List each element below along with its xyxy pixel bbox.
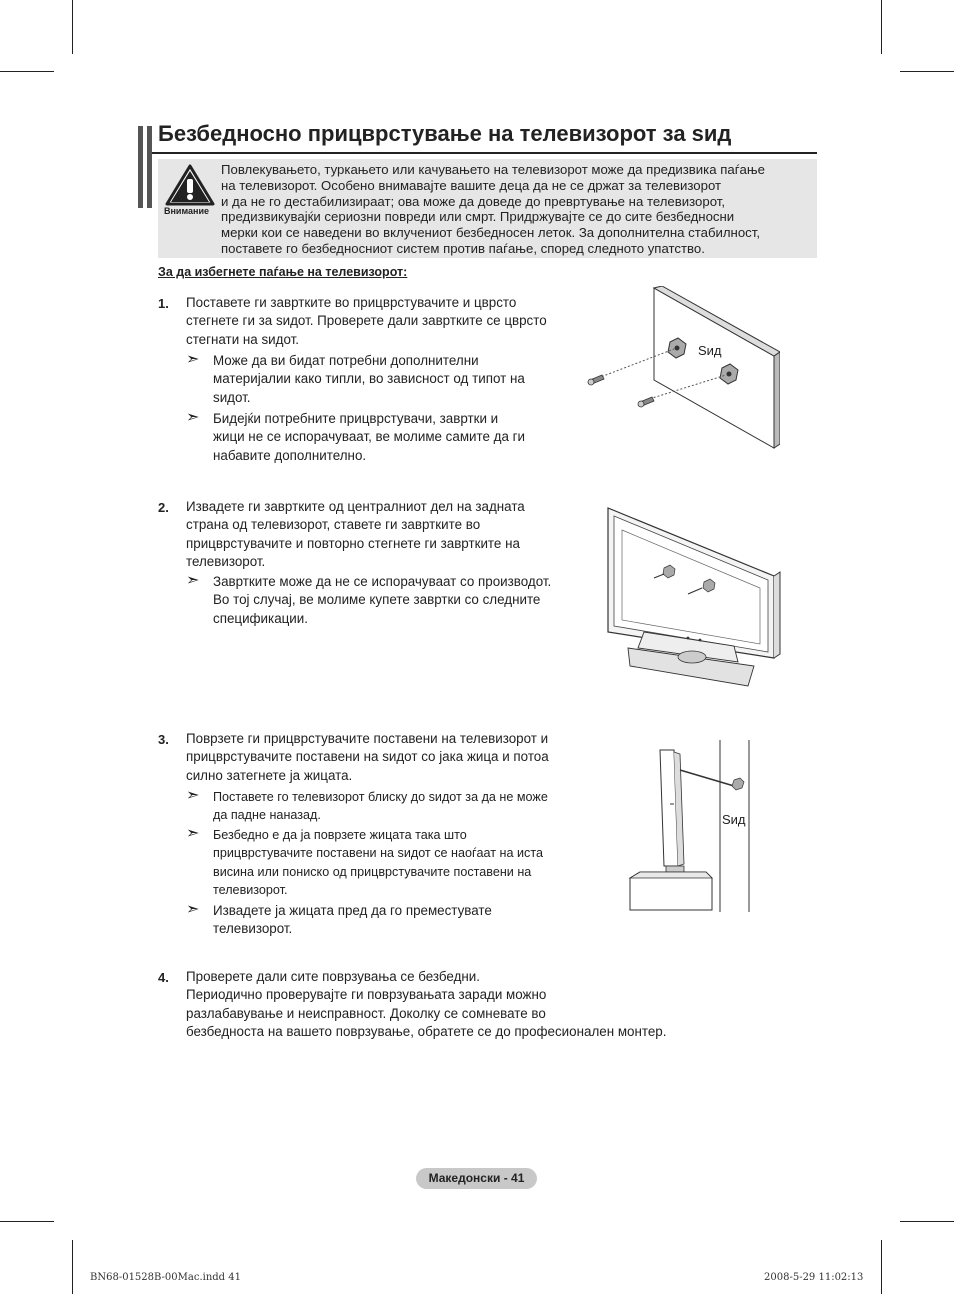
- warning-triangle-icon: [165, 164, 215, 206]
- print-slug-file: BN68-01528B-00Mac.indd 41: [90, 1272, 241, 1283]
- warning-line: поставете го безбедносниот систем против паѓање, според следното упатство.: [221, 240, 705, 256]
- warning-line: на телевизорот. Особено внимавајте вашите деца да не се држат за телевизорот: [221, 177, 722, 193]
- step-note: [213, 410, 573, 465]
- step-line: прицврстувачите поставени на ѕидот со јака жица и потоа: [186, 749, 549, 765]
- title-accent-gap: [143, 126, 147, 208]
- wall-bracket: [732, 778, 744, 790]
- wall-label: Ѕид: [698, 343, 722, 358]
- note-line: Безбедно е да ја поврзете жицата така што: [213, 828, 467, 842]
- subheading: За да избегнете паѓање на телевизорот:: [158, 265, 408, 279]
- step-line: Извадете ги завртките од централниот дел на задната: [186, 499, 525, 514]
- tv-back-figure: [604, 504, 782, 688]
- crop-mark: [0, 1221, 54, 1222]
- step-note: [213, 352, 573, 407]
- step-number: 3.: [158, 732, 169, 747]
- step-line: стегнати на ѕидот.: [186, 331, 299, 347]
- note-line: телевизорот.: [213, 882, 288, 897]
- crop-mark: [900, 71, 954, 72]
- note-arrow-icon: ➣: [186, 409, 200, 426]
- note-line: телевизорот.: [213, 921, 293, 937]
- step-text: [186, 968, 746, 1041]
- step-note: [213, 788, 583, 825]
- wall-bracket-figure: [586, 286, 780, 450]
- step-note: [213, 826, 583, 899]
- screw-icon: [638, 397, 654, 407]
- step-line: Поврзете ги прицврстувачите поставени на телевизорот и: [186, 731, 549, 746]
- note-arrow-icon: ➣: [186, 901, 200, 918]
- step-line: Поставете ги завртките во прицврстувачите и цврсто: [186, 295, 517, 310]
- step-line: страна од телевизорот, ставете ги завртките во: [186, 517, 481, 533]
- step-note: [213, 902, 583, 939]
- note-arrow-icon: ➣: [186, 351, 200, 368]
- crop-mark: [72, 0, 73, 54]
- crop-mark: [881, 1240, 882, 1294]
- step-line: стегнете ги за ѕидот. Проверете дали завртките се цврсто: [186, 313, 547, 329]
- step-line: разлабавување и неисправност. Доколку се сомневате во: [186, 1005, 546, 1021]
- step-text: [186, 730, 586, 785]
- note-line: жици не се испорачуваат, ве молиме самите да ги: [213, 429, 526, 445]
- crop-mark: [900, 1221, 954, 1222]
- note-line: ѕидот.: [213, 389, 251, 405]
- note-arrow-icon: ➣: [186, 825, 200, 842]
- note-line: материјалии како типли, во зависност од типот на: [213, 371, 525, 387]
- note-line: набавите дополнително.: [213, 447, 367, 463]
- step-line: Периодично проверувајте ги поврзувањата заради можно: [186, 987, 547, 1003]
- screw-icon: [588, 375, 604, 385]
- step-text: [186, 498, 586, 571]
- note-line: Во тој случај, ве молиме купете завртки со следните: [213, 592, 541, 608]
- warning-line: мерки кои се наведени во вклучениот безбедносен леток. За дополнителна стабилност,: [221, 225, 761, 241]
- note-arrow-icon: ➣: [186, 572, 200, 589]
- crop-mark: [72, 1240, 73, 1294]
- step-number: 4.: [158, 970, 169, 985]
- step-line: телевизорот.: [186, 553, 266, 569]
- step-line: прицврстувачите и повторно стегнете ги завртките на: [186, 535, 520, 551]
- print-slug-date: 2008-5-29 11:02:13: [764, 1272, 864, 1283]
- step-number: 1.: [158, 296, 169, 311]
- warning-text: [221, 162, 811, 257]
- title-rule: [152, 152, 817, 154]
- crop-mark: [881, 0, 882, 54]
- step-line: Проверете дали сите поврзувања се безбедни.: [186, 969, 480, 984]
- note-line: Бидејќи потребните прицврстувачи, завртки и: [213, 411, 499, 426]
- step-note: [213, 573, 583, 628]
- page-title: Безбедносно прицврстување на телевизорот за ѕид: [158, 121, 732, 146]
- note-line: прицврстувачите поставени на ѕидот се наоѓаат на иста: [213, 846, 543, 861]
- note-line: Поставете го телевизорот блиску до ѕидот за да не може: [213, 790, 548, 804]
- warning-label: Внимание: [164, 206, 209, 216]
- step-text: [186, 294, 586, 349]
- warning-line: и да не го дестабилизираат; ова може да доведе до превртување на телевизорот,: [221, 193, 725, 209]
- crop-mark: [0, 71, 54, 72]
- note-line: висина или пониско од прицврстувачите поставени на: [213, 864, 532, 879]
- note-line: да падне наназад.: [213, 808, 321, 823]
- wall-label: Ѕид: [722, 812, 746, 827]
- warning-line: Повлекувањето, туркањето или качувањето на телевизорот може да предизвика паѓање: [221, 162, 765, 177]
- note-line: Може да ви бидат потребни дополнителни: [213, 353, 479, 368]
- note-line: Извадете ја жицата пред да го преместувате: [213, 903, 492, 918]
- tv-side-wire-figure: [626, 738, 756, 914]
- step-number: 2.: [158, 500, 169, 515]
- warning-line: предизвикувајќи сериозни повреди или смрт. Придржувајте се до сите безбедносни: [221, 209, 735, 225]
- note-line: спецификации.: [213, 610, 308, 626]
- note-arrow-icon: ➣: [186, 787, 200, 804]
- step-line: силно затегнете ја жицата.: [186, 767, 353, 783]
- page-number: Македонски - 41: [428, 1171, 525, 1185]
- step-line: безбедноста на вашето поврзување, обратете се до професионален монтер.: [186, 1023, 667, 1039]
- note-line: Завртките може да не се испорачуваат со производот.: [213, 574, 552, 589]
